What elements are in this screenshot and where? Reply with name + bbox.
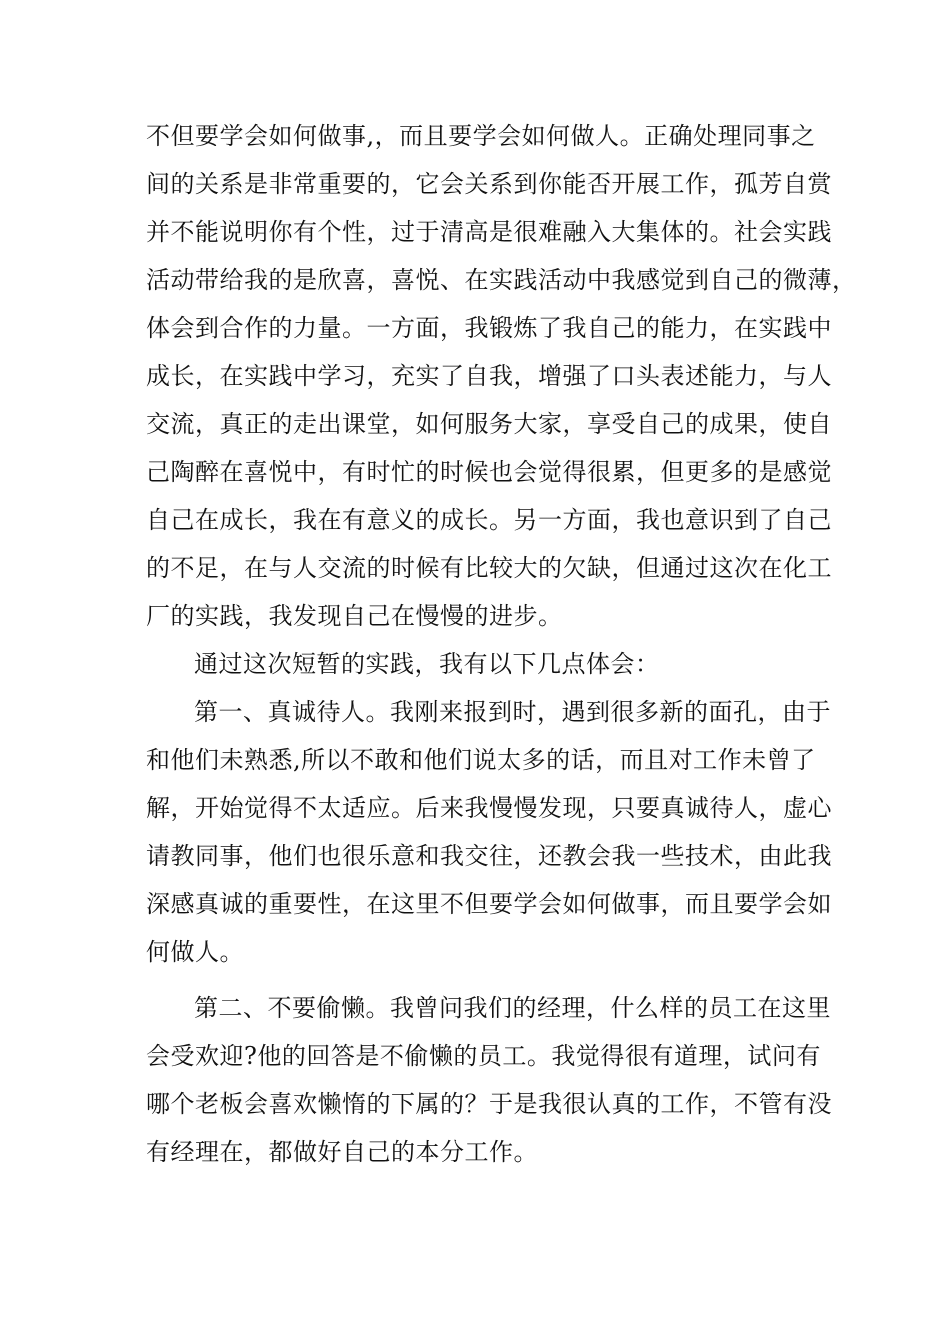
paragraph-first-line: 通过这次短暂的实践，我有以下几点体会： xyxy=(194,650,660,678)
text-line: 自己在成长，我在有意义的成长。另一方面，我也意识到了自己 xyxy=(146,506,832,534)
body-text xyxy=(146,112,857,1176)
text-line: 己陶醉在喜悦中，有时忙的时候也会觉得很累，但更多的是感觉 xyxy=(146,458,832,486)
text-line: 请教同事，他们也很乐意和我交往，还教会我一些技术，由此我 xyxy=(146,842,832,870)
text-line: 交流，真正的走出课堂，如何服务大家，享受自己的成果，使自 xyxy=(146,410,832,438)
text-line: 间的关系是非常重要的，它会关系到你能否开展工作，孤芳自赏 xyxy=(146,170,832,198)
text-line: 厂的实践，我发现自己在慢慢的进步。 xyxy=(146,602,563,630)
text-line: 成长，在实践中学习，充实了自我，增强了口头表述能力，与人 xyxy=(146,362,832,390)
text-line: 活动带给我的是欣喜，喜悦、在实践活动中我感觉到自己的微薄， xyxy=(146,266,857,294)
paragraph-first-line: 第一、真诚待人。我刚来报到时，遇到很多新的面孔，由于 xyxy=(194,698,831,726)
text-line: 有经理在，都做好自己的本分工作。 xyxy=(146,1138,538,1166)
text-line: 体会到合作的力量。一方面，我锻炼了我自己的能力，在实践中 xyxy=(146,314,832,342)
text-line: 不但要学会如何做事,，而且要学会如何做人。正确处理同事之 xyxy=(146,122,816,150)
text-line: 深感真诚的重要性，在这里不但要学会如何做事，而且要学会如 xyxy=(146,890,832,918)
text-line: 和他们未熟悉,所以不敢和他们说太多的话，而且对工作未曾了 xyxy=(146,746,816,774)
text-line: 哪个老板会喜欢懒惰的下属的？于是我很认真的工作，不管有没 xyxy=(146,1090,832,1118)
paragraph-first-line: 第二、不要偷懒。我曾问我们的经理，什么样的员工在这里 xyxy=(194,994,831,1022)
text-line: 并不能说明你有个性，过于清高是很难融入大集体的。社会实践 xyxy=(146,218,832,246)
text-line: 的不足，在与人交流的时候有比较大的欠缺，但通过这次在化工 xyxy=(146,554,832,582)
text-line: 会受欢迎?他的回答是不偷懒的员工。我觉得很有道理，试问有 xyxy=(146,1042,821,1070)
text-line: 解，开始觉得不太适应。后来我慢慢发现，只要真诚待人，虚心 xyxy=(146,794,832,822)
text-line: 何做人。 xyxy=(146,938,244,966)
